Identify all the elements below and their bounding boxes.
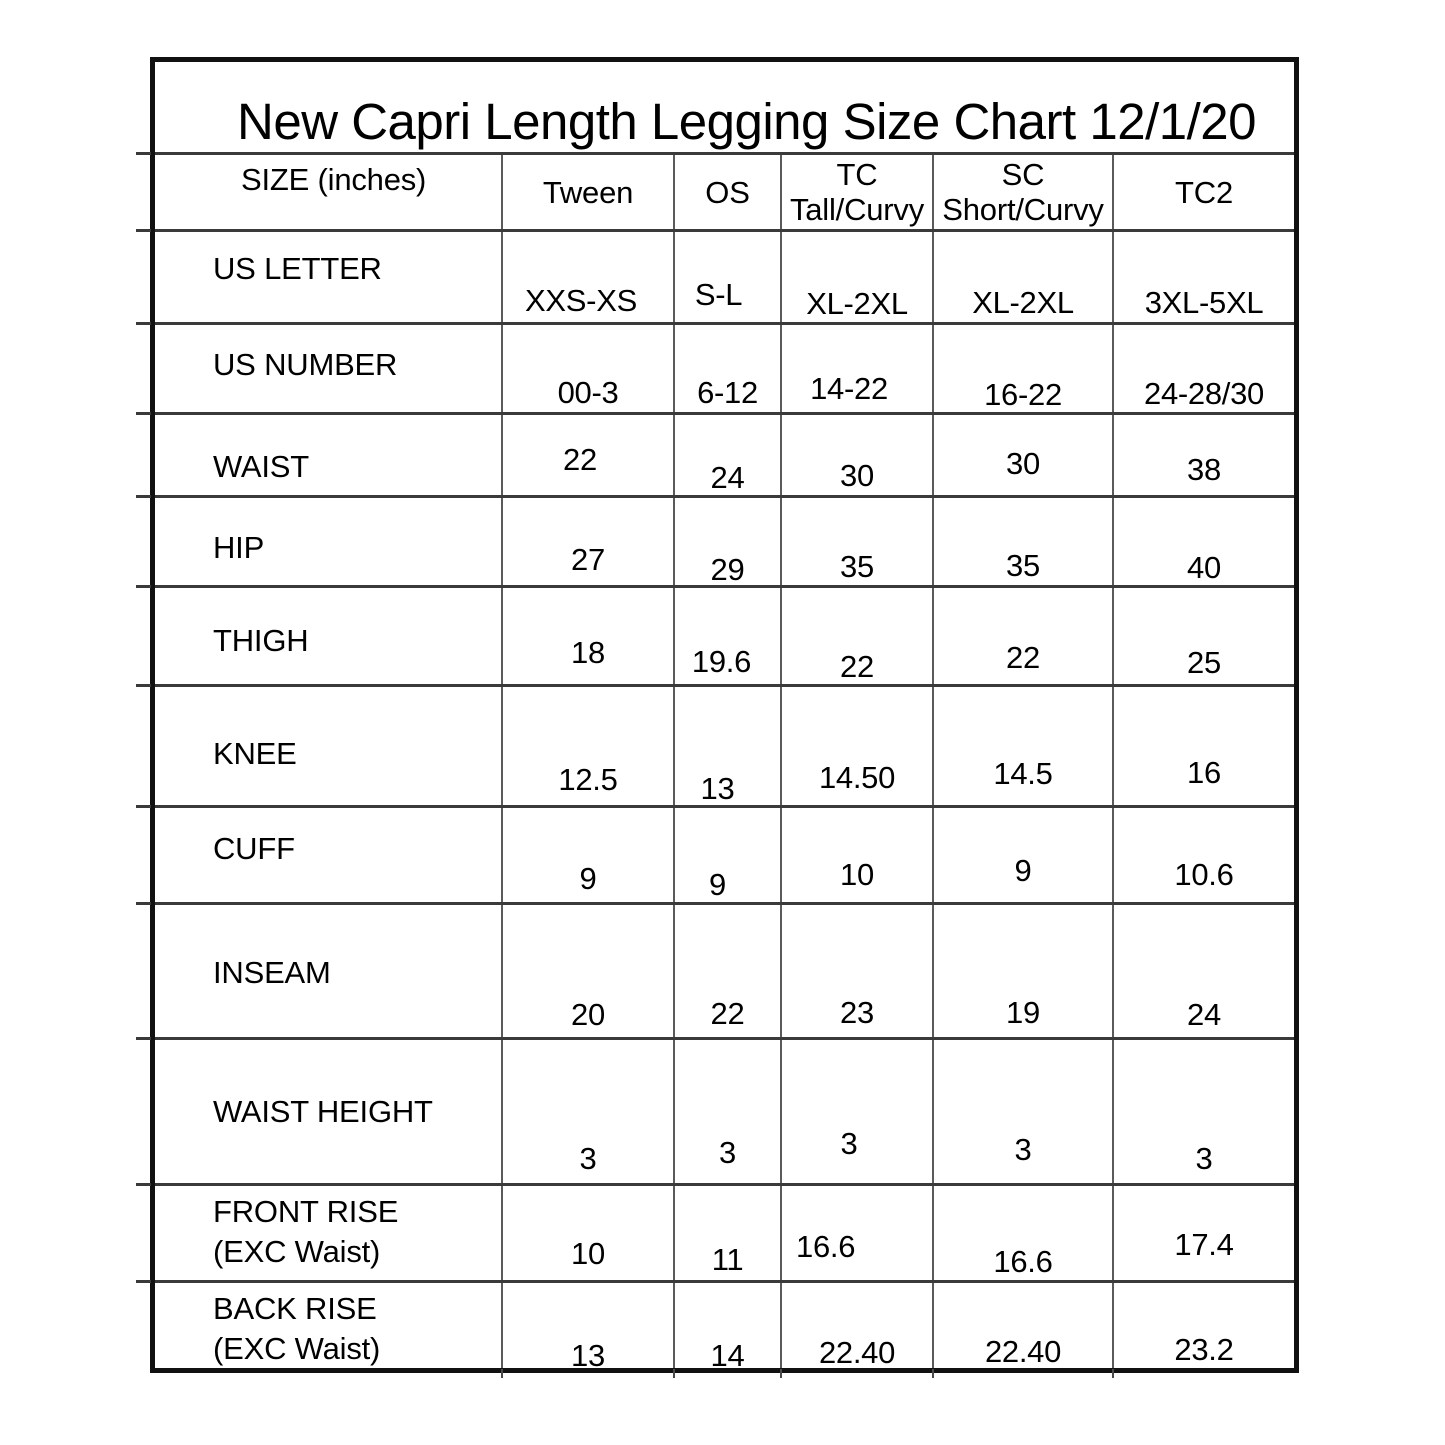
cell-value: 19: [1006, 995, 1040, 1030]
header-label: TC2: [1175, 174, 1233, 210]
cell-value: 24: [710, 460, 745, 495]
table-row-hip: [155, 495, 1294, 585]
cell-value: 22: [840, 649, 874, 684]
cell-value: S-L: [694, 277, 743, 312]
title-row: [155, 62, 1294, 152]
cell-value: 9: [709, 867, 726, 902]
cell-value: 38: [1187, 452, 1221, 487]
table-row-thigh: [155, 585, 1294, 684]
chart-title: New Capri Length Legging Size Chart 12/1/20: [237, 92, 1256, 150]
cell-value: 19.6: [691, 644, 752, 679]
cell-value: 22: [710, 996, 745, 1031]
header-col-tween: [501, 155, 673, 229]
table-row-knee: [155, 684, 1294, 805]
cell-value: 11: [711, 1242, 744, 1277]
cell-value: 6-12: [697, 375, 758, 410]
cell-value: 22: [1006, 640, 1040, 675]
table-row-us-number: [155, 322, 1294, 412]
header-label: TC: [836, 157, 878, 192]
cell-value: 3: [840, 1126, 858, 1161]
cell-value: 3: [719, 1135, 736, 1170]
row-sublabel: (EXC Waist): [213, 1331, 381, 1366]
header-sublabel: Short/Curvy: [942, 192, 1104, 227]
size-chart-table: [150, 57, 1299, 1373]
row-label: WAIST: [213, 449, 310, 484]
row-label: HIP: [213, 529, 265, 565]
cell-value: 24-28/30: [1144, 376, 1264, 411]
header-label: SC: [1001, 157, 1045, 192]
cell-value: 14-22: [810, 371, 888, 406]
header-size-label: SIZE (inches): [241, 162, 427, 197]
cell-value: 18: [571, 635, 605, 670]
cell-value: 23.2: [1174, 1332, 1234, 1367]
header-col-tc2: [1112, 155, 1294, 229]
cell-value: 3XL-5XL: [1144, 285, 1264, 320]
header-size-cell: [155, 155, 501, 229]
row-label: US LETTER: [213, 251, 382, 286]
cell-value: XL-2XL: [806, 286, 908, 321]
row-label: WAIST HEIGHT: [213, 1093, 433, 1129]
cell-value: 3: [579, 1141, 597, 1176]
table-row-front-rise: [155, 1183, 1294, 1280]
header-label: OS: [705, 174, 750, 210]
row-label: THIGH: [213, 623, 309, 658]
cell-value: 12.5: [558, 762, 618, 797]
cell-value: XL-2XL: [972, 285, 1074, 320]
table-row-inseam: [155, 902, 1294, 1037]
cell-value: 40: [1187, 550, 1221, 585]
cell-value: 29: [710, 552, 745, 587]
table-row-cuff: [155, 805, 1294, 902]
cell-value: 9: [579, 861, 597, 896]
header-col-os: [673, 155, 780, 229]
cell-value: 10.6: [1174, 857, 1234, 892]
header-sublabel: Tall/Curvy: [789, 192, 925, 227]
column-line-stub: [501, 1369, 503, 1378]
cell-value: XXS-XS: [525, 283, 637, 318]
cell-value: 23: [840, 995, 874, 1030]
cell-value: 16.6: [993, 1244, 1053, 1279]
cell-value: 14: [710, 1338, 745, 1373]
column-line-stub: [1112, 1369, 1114, 1378]
cell-value: 30: [1006, 446, 1040, 481]
header-label: Tween: [542, 174, 634, 210]
cell-value: 27: [571, 542, 605, 577]
cell-value: 20: [571, 997, 605, 1032]
cell-value: 22: [563, 442, 597, 477]
cell-value: 3: [1014, 1132, 1032, 1167]
row-label: KNEE: [213, 736, 297, 771]
cell-value: 13: [571, 1338, 605, 1373]
row-label: BACK RISE (EXC Waist): [155, 1283, 501, 1368]
cell-value: 22.40: [818, 1335, 896, 1370]
cell-value: 9: [1014, 853, 1032, 888]
column-line-stub: [932, 1369, 934, 1378]
table-row-us-letter: [155, 229, 1294, 322]
cell-value: 16.6: [796, 1229, 856, 1264]
header-row: [155, 152, 1294, 229]
cell-value: 14.5: [993, 756, 1053, 791]
cell-value: 16: [1187, 755, 1221, 790]
cell-value: 16-22: [984, 377, 1062, 412]
row-label: FRONT RISE (EXC Waist): [155, 1186, 501, 1280]
table-row-waist: [155, 412, 1294, 495]
header-col-tc: [780, 155, 932, 229]
header-col-sc: [932, 155, 1112, 229]
cell-value: 25: [1187, 645, 1221, 680]
cell-value: 3: [1195, 1141, 1213, 1176]
cell-value: 00-3: [557, 375, 619, 410]
cell-value: 22.40: [984, 1334, 1062, 1369]
row-label: INSEAM: [213, 955, 331, 990]
cell-value: 24: [1187, 997, 1221, 1032]
cell-value: 35: [1006, 548, 1040, 583]
row-sublabel: (EXC Waist): [213, 1234, 381, 1269]
cell-value: 10: [571, 1236, 605, 1271]
cell-value: 35: [840, 549, 874, 584]
cell-value: 10: [840, 857, 874, 892]
table-row-back-rise: [155, 1280, 1294, 1373]
column-line-stub: [673, 1369, 675, 1378]
cell-value: 13: [700, 771, 735, 806]
cell-value: 17.4: [1174, 1227, 1234, 1262]
row-label: US NUMBER: [213, 346, 398, 382]
cell-value: 30: [840, 458, 874, 493]
row-label: CUFF: [213, 831, 295, 866]
cell-value: 14.50: [818, 760, 896, 795]
table-row-waist-height: [155, 1037, 1294, 1183]
column-line-stub: [780, 1369, 782, 1378]
